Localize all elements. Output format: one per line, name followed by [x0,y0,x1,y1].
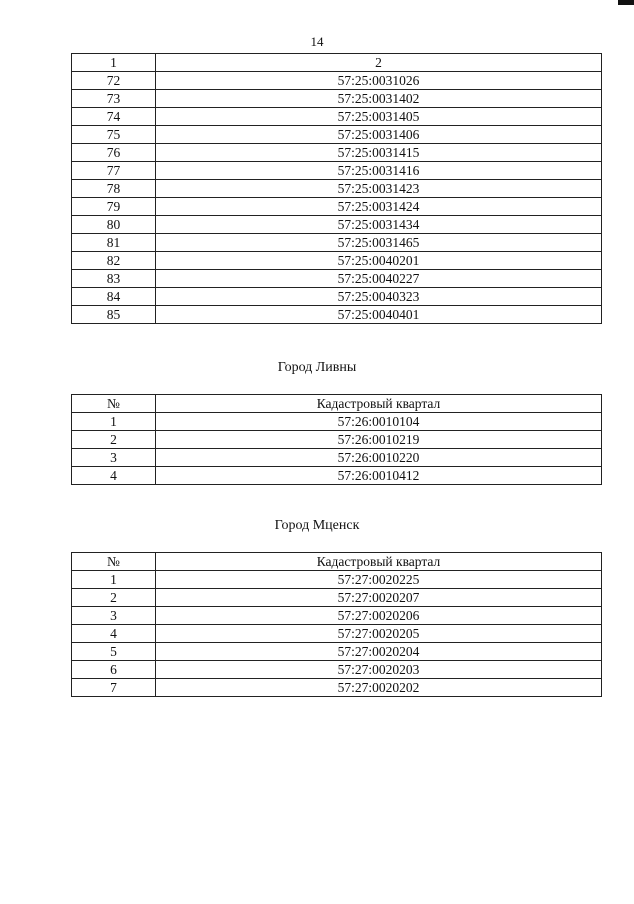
cadastral-code-cell: 57:25:0031465 [156,234,602,252]
table-row [72,413,602,431]
table-row [72,571,602,589]
table-row [72,234,602,252]
row-number-cell: 84 [72,288,156,306]
column-header-code: 2 [156,54,602,72]
cadastral-code-cell: 57:26:0010104 [156,413,602,431]
row-number-cell: 2 [72,589,156,607]
row-number-cell: 3 [72,449,156,467]
row-number-cell: 85 [72,306,156,324]
cadastral-code-cell: 57:25:0040227 [156,270,602,288]
cadastral-code-cell: 57:25:0031026 [156,72,602,90]
table-row [72,306,602,324]
column-header-code: Кадастровый квартал [156,395,602,413]
table-row [72,108,602,126]
table-row [72,643,602,661]
table-row [72,270,602,288]
column-header-number: 1 [72,54,156,72]
cadastral-code-cell: 57:25:0040201 [156,252,602,270]
cadastral-code-cell: 57:25:0031424 [156,198,602,216]
row-number-cell: 2 [72,431,156,449]
row-number-cell: 4 [72,625,156,643]
cadastral-table-mtsensk [71,552,602,697]
table-row [72,449,602,467]
table-row [72,467,602,485]
table-header-row [72,54,602,72]
column-header-number: № [72,553,156,571]
cadastral-code-cell: 57:25:0031406 [156,126,602,144]
cadastral-code-cell: 57:25:0031423 [156,180,602,198]
cadastral-table-livny [71,394,602,485]
cadastral-code-cell: 57:25:0031416 [156,162,602,180]
table-row [72,252,602,270]
row-number-cell: 72 [72,72,156,90]
table-row [72,198,602,216]
table-row [72,288,602,306]
table-row [72,607,602,625]
cadastral-code-cell: 57:26:0010219 [156,431,602,449]
row-number-cell: 80 [72,216,156,234]
table-row [72,72,602,90]
cadastral-code-cell: 57:26:0010412 [156,467,602,485]
cadastral-code-cell: 57:27:0020205 [156,625,602,643]
row-number-cell: 1 [72,413,156,431]
row-number-cell: 1 [72,571,156,589]
row-number-cell: 81 [72,234,156,252]
row-number-cell: 82 [72,252,156,270]
row-number-cell: 4 [72,467,156,485]
row-number-cell: 79 [72,198,156,216]
page-number: 14 [310,34,324,49]
table-row [72,144,602,162]
row-number-cell: 83 [72,270,156,288]
row-number-cell: 78 [72,180,156,198]
row-number-cell: 77 [72,162,156,180]
table-row [72,625,602,643]
table-header-row [72,553,602,571]
cadastral-code-cell: 57:27:0020204 [156,643,602,661]
scan-corner-mark [618,0,634,5]
row-number-cell: 6 [72,661,156,679]
row-number-cell: 7 [72,679,156,697]
cadastral-code-cell: 57:25:0031402 [156,90,602,108]
column-header-number: № [72,395,156,413]
table-header-row [72,395,602,413]
row-number-cell: 76 [72,144,156,162]
table-row [72,126,602,144]
table-row [72,589,602,607]
column-header-code: Кадастровый квартал [156,553,602,571]
cadastral-code-cell: 57:27:0020206 [156,607,602,625]
cadastral-code-cell: 57:25:0040401 [156,306,602,324]
row-number-cell: 3 [72,607,156,625]
section-title-mtsensk: Город Мценск [274,518,360,533]
section-title-livny: Город Ливны [277,360,357,375]
cadastral-code-cell: 57:25:0031415 [156,144,602,162]
row-number-cell: 75 [72,126,156,144]
cadastral-code-cell: 57:25:0040323 [156,288,602,306]
cadastral-code-cell: 57:27:0020203 [156,661,602,679]
cadastral-code-cell: 57:27:0020225 [156,571,602,589]
row-number-cell: 74 [72,108,156,126]
row-number-cell: 73 [72,90,156,108]
cadastral-table-continued [71,53,602,324]
table-row [72,431,602,449]
row-number-cell: 5 [72,643,156,661]
table-row [72,216,602,234]
table-row [72,679,602,697]
table-row [72,661,602,679]
cadastral-code-cell: 57:27:0020202 [156,679,602,697]
table-row [72,162,602,180]
cadastral-code-cell: 57:26:0010220 [156,449,602,467]
cadastral-code-cell: 57:25:0031434 [156,216,602,234]
cadastral-code-cell: 57:25:0031405 [156,108,602,126]
table-row [72,180,602,198]
cadastral-code-cell: 57:27:0020207 [156,589,602,607]
table-row [72,90,602,108]
